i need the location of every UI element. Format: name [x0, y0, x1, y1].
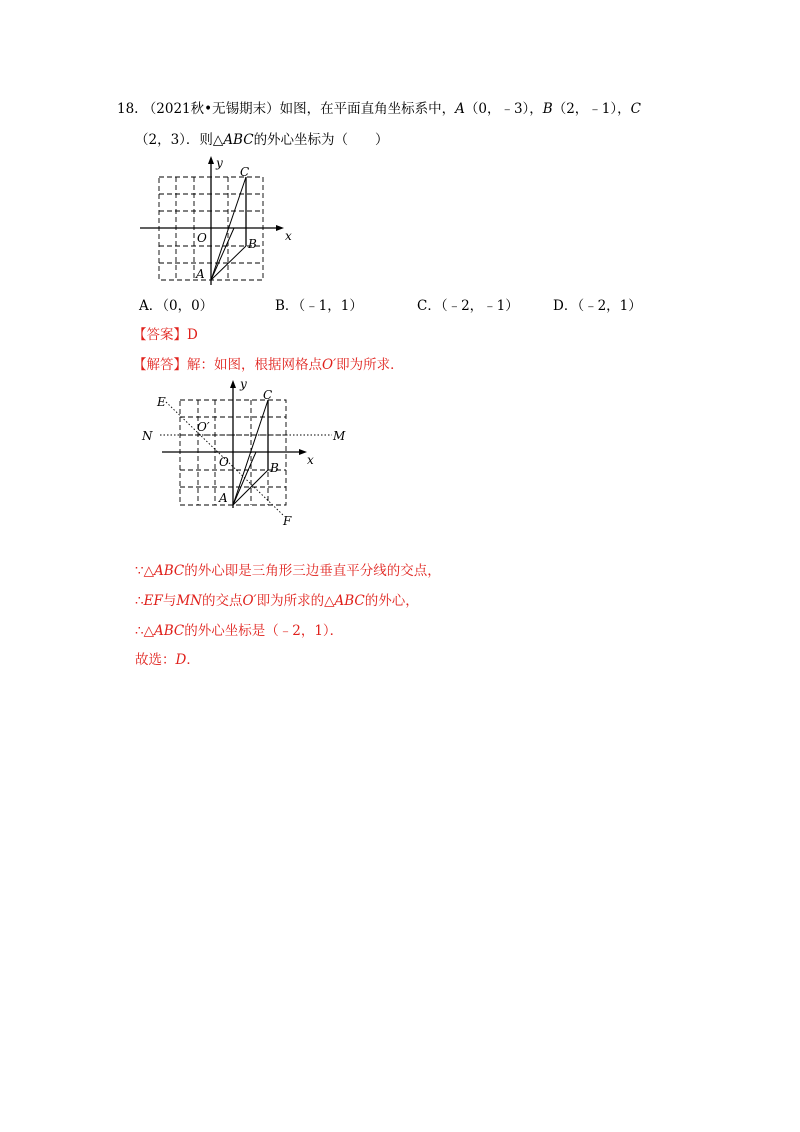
therefore-symbol: ∴ — [135, 593, 144, 609]
triangle-name: ABC — [223, 132, 254, 148]
x-axis-label: x — [285, 229, 292, 243]
y-axis-label-2: y — [240, 377, 247, 391]
analysis-point: O′ — [322, 357, 337, 373]
coord-b: （2，﹣1）， — [552, 101, 631, 117]
point-e-label: E — [157, 395, 166, 409]
analysis-text: 解：如图，根据网格点 — [187, 357, 322, 373]
option-b[interactable]: B．（﹣1，1） — [275, 298, 363, 314]
solution-text-1: 的外心即是三角形三边垂直平分线的交点， — [184, 563, 441, 579]
question-number: 18. — [117, 101, 139, 117]
axes-2 — [162, 380, 307, 508]
solution-text-2b: 的外心， — [364, 593, 419, 609]
solution-triangle-3: ABC — [153, 623, 185, 639]
question-source: （2021秋•无锡期末） — [142, 101, 280, 117]
origin-label: O — [197, 231, 207, 245]
solution-text-3: 的外心坐标是（﹣2，1）． — [184, 623, 344, 639]
question-end: 的外心坐标为（ ） — [253, 132, 389, 148]
choose-text: 故选： — [135, 652, 176, 668]
vertex-b-label: B — [248, 237, 257, 251]
answer-tag: 【答案】 — [133, 327, 187, 343]
solution-line-4 — [135, 651, 200, 669]
vertex-a-label: A — [196, 267, 205, 281]
solution-line-2 — [135, 592, 419, 610]
option-d[interactable]: D．（﹣2，1） — [553, 298, 642, 314]
point-c-label: C — [630, 101, 641, 117]
point-m-label: M — [333, 429, 346, 443]
vertex-b-label-2: B — [270, 461, 279, 475]
solution-and: 与 — [162, 593, 177, 609]
point-n-label: N — [142, 429, 153, 443]
solution-text-2: 即为所求的△ — [256, 593, 335, 609]
x-axis-label-2: x — [307, 453, 314, 467]
coord-a: （0，﹣3）， — [464, 101, 543, 117]
option-a[interactable]: A．（0，0） — [139, 298, 214, 314]
line-mn: MN — [176, 593, 202, 609]
solution-line-1 — [135, 562, 441, 580]
solution-intersect: 的交点 — [201, 593, 243, 609]
solution-triangle-1: ABC — [153, 563, 185, 579]
analysis-text-end: 即为所求． — [336, 357, 404, 373]
origin-label-2: O — [219, 455, 229, 469]
analysis-tag: 【解答】 — [133, 357, 187, 373]
period: ． — [186, 652, 200, 668]
chosen-answer: D — [175, 652, 187, 668]
question-stem: 如图，在平面直角坐标系中， — [279, 101, 456, 117]
vertex-c-label: C — [240, 165, 250, 179]
because-symbol: ∵△ — [135, 563, 154, 579]
answer-value: D — [187, 327, 198, 343]
solution-triangle-2: ABC — [334, 593, 365, 609]
therefore-symbol-2: ∴△ — [135, 623, 154, 639]
vertex-a-label-2: A — [219, 491, 228, 505]
line-ef: EF — [143, 593, 163, 609]
solution-o-prime: O′ — [242, 593, 257, 609]
solution-line-3 — [135, 622, 343, 640]
y-axis-label: y — [216, 156, 223, 170]
o-prime-label: O′ — [197, 420, 210, 434]
point-a-label: A — [455, 101, 465, 117]
point-b-label: B — [542, 101, 553, 117]
point-f-label: F — [283, 514, 292, 528]
vertex-c-label-2: C — [263, 388, 273, 402]
coord-c: （2，3）．则△ — [135, 132, 224, 148]
option-c[interactable]: C．（﹣2，﹣1） — [417, 298, 519, 314]
